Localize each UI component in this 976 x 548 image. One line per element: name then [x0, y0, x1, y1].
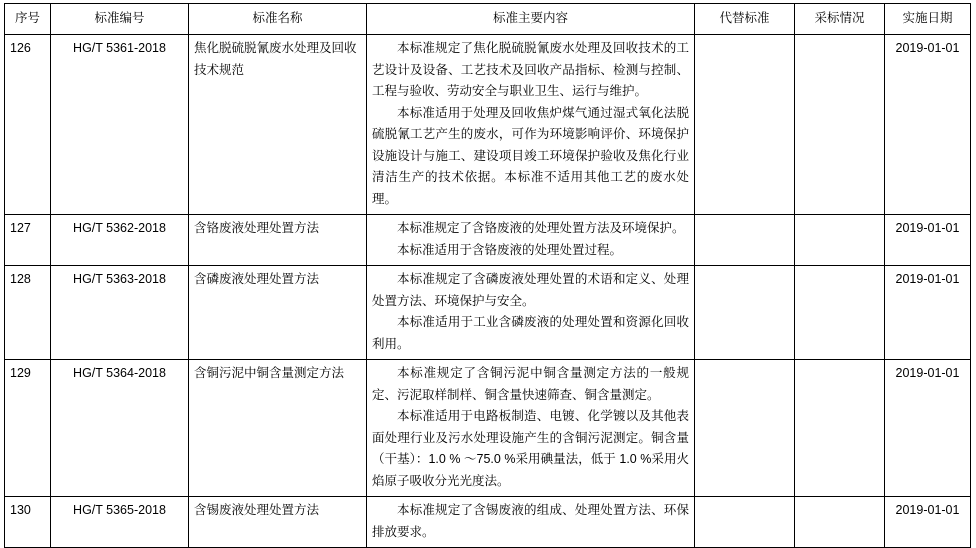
cell-no: 126 [5, 35, 51, 215]
cell-no: 129 [5, 360, 51, 497]
column-header-no: 序号 [5, 4, 51, 35]
cell-date: 2019-01-01 [885, 497, 971, 548]
cell-adopt [795, 497, 885, 548]
cell-name: 含磷废液处理处置方法 [189, 266, 367, 360]
cell-name: 含铬废液处理处置方法 [189, 215, 367, 266]
cell-date: 2019-01-01 [885, 266, 971, 360]
cell-adopt [795, 360, 885, 497]
cell-content [367, 360, 695, 497]
cell-date: 2019-01-01 [885, 360, 971, 497]
cell-no: 130 [5, 497, 51, 548]
cell-code: HG/T 5365-2018 [51, 497, 189, 548]
cell-name: 含铜污泥中铜含量测定方法 [189, 360, 367, 497]
standards-table [4, 3, 971, 548]
table-header-row [5, 4, 971, 35]
cell-content [367, 215, 695, 266]
cell-code: HG/T 5362-2018 [51, 215, 189, 266]
table-row [5, 266, 971, 360]
content-paragraph: 本标准适用于处理及回收焦炉煤气通过湿式氧化法脱硫脱氰工艺产生的废水，可作为环境影响评价、环境保护设施设计与施工、建设项目竣工环境保护验收及焦化行业清洁生产的技术依据。本标准不适用其他工艺的废水处理。 [372, 105, 689, 206]
content-paragraph: 本标准适用于电路板制造、电镀、化学镀以及其他表面处理行业及污水处理设施产生的含铜污泥测定。铜含量（干基）：1.0 % ～75.0 %采用碘量法，低于 1.0 %采用火焰原子吸收分光光度法。 [372, 409, 689, 488]
cell-adopt [795, 35, 885, 215]
column-header-name: 标准名称 [189, 4, 367, 35]
table-row [5, 497, 971, 548]
column-header-adopt: 采标情况 [795, 4, 885, 35]
content-paragraph: 本标准规定了含铬废液的处理处置方法及环境保护。 [397, 221, 685, 235]
content-paragraph: 本标准规定了含磷废液处理处置的术语和定义、处理处置方法、环境保护与安全。 [372, 272, 689, 308]
cell-date: 2019-01-01 [885, 35, 971, 215]
column-header-code: 标准编号 [51, 4, 189, 35]
cell-name: 焦化脱硫脱氰废水处理及回收技术规范 [189, 35, 367, 215]
cell-no: 127 [5, 215, 51, 266]
cell-name: 含锡废液处理处置方法 [189, 497, 367, 548]
cell-adopt [795, 215, 885, 266]
cell-replace [695, 266, 795, 360]
cell-replace [695, 360, 795, 497]
table-row [5, 35, 971, 215]
content-paragraph: 本标准规定了含铜污泥中铜含量测定方法的一般规定、污泥取样制样、铜含量快速筛查、铜含量测定。 [372, 366, 689, 402]
cell-code: HG/T 5364-2018 [51, 360, 189, 497]
content-paragraph: 本标准规定了含锡废液的组成、处理处置方法、环保排放要求。 [372, 503, 689, 539]
cell-replace [695, 35, 795, 215]
cell-content [367, 497, 695, 548]
cell-adopt [795, 266, 885, 360]
cell-code: HG/T 5363-2018 [51, 266, 189, 360]
cell-no: 128 [5, 266, 51, 360]
content-paragraph: 本标准规定了焦化脱硫脱氰废水处理及回收技术的工艺设计及设备、工艺技术及回收产品指标、检测与控制、工程与验收、劳动安全与职业卫生、运行与维护。 [372, 41, 689, 98]
table-row [5, 360, 971, 497]
content-paragraph: 本标准适用于工业含磷废液的处理处置和资源化回收利用。 [372, 315, 689, 351]
cell-replace [695, 215, 795, 266]
cell-code: HG/T 5361-2018 [51, 35, 189, 215]
content-paragraph: 本标准适用于含铬废液的处理处置过程。 [397, 242, 623, 257]
column-header-date: 实施日期 [885, 4, 971, 35]
cell-content [367, 266, 695, 360]
table-body [5, 35, 971, 548]
cell-date: 2019-01-01 [885, 215, 971, 266]
column-header-content: 标准主要内容 [367, 4, 695, 35]
table-row [5, 215, 971, 266]
table-header [5, 4, 971, 35]
column-header-replace: 代替标准 [695, 4, 795, 35]
cell-replace [695, 497, 795, 548]
cell-content [367, 35, 695, 215]
